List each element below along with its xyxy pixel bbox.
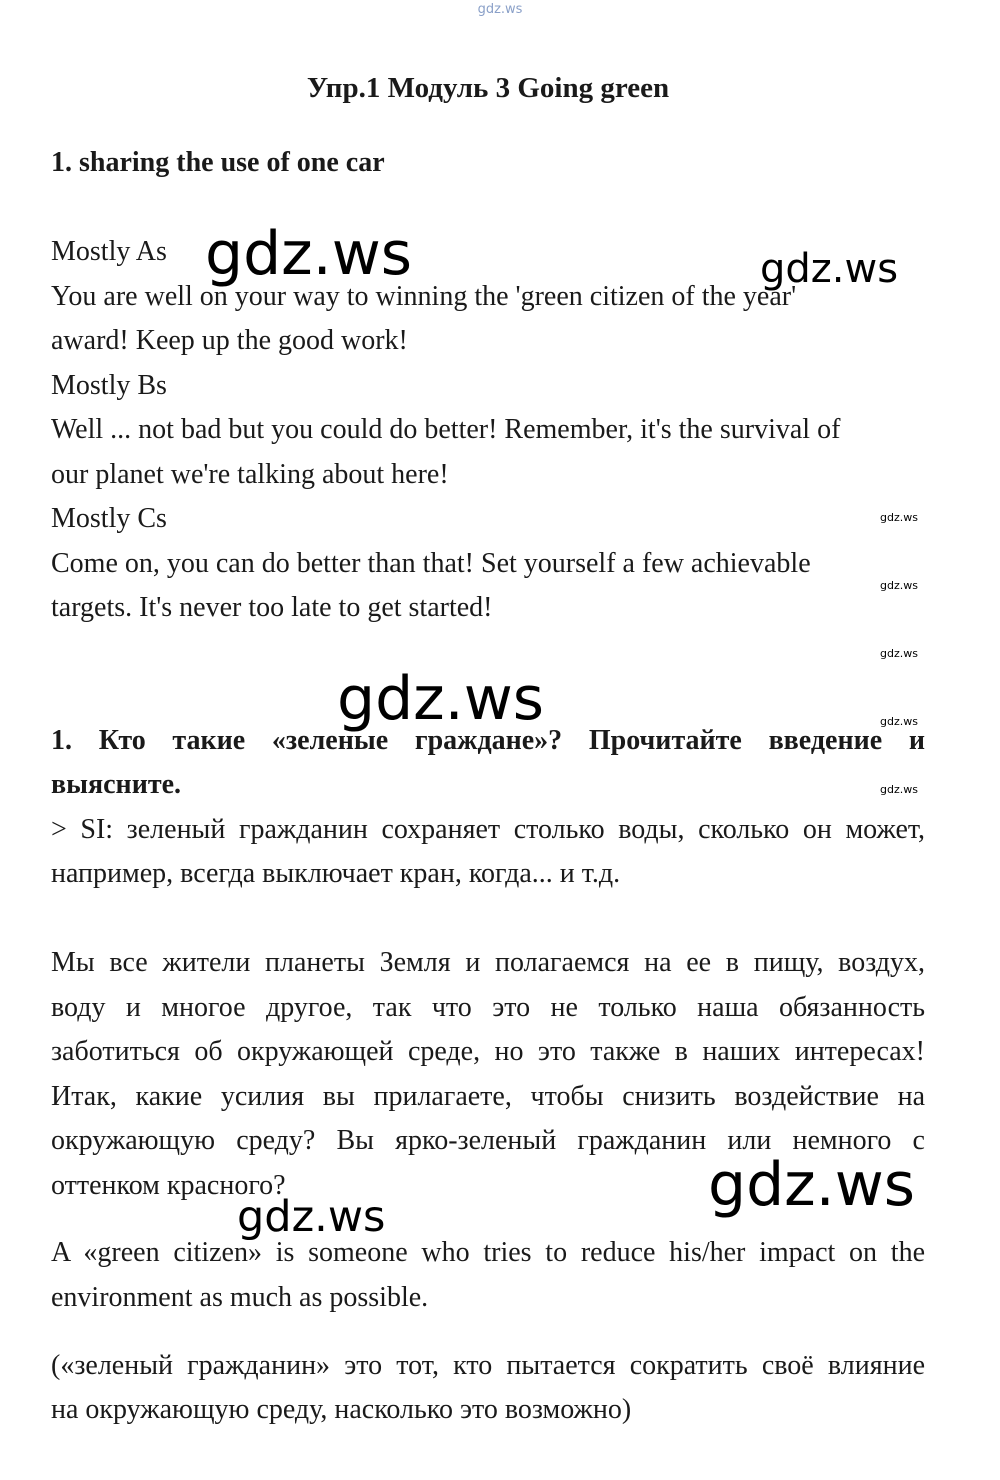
watermark: gdz.ws	[337, 664, 545, 734]
paragraph-line: оттенком красного?	[51, 1170, 286, 1201]
small-watermark: gdz.ws	[880, 715, 918, 728]
si-answer-line: > SI: зеленый гражданин сохраняет столько воды, сколько он может,	[51, 814, 925, 845]
page-title: Упр.1 Модуль 3 Going green	[306, 72, 670, 104]
si-answer-line: например, всегда выключает кран, когда... и т.д.	[51, 858, 621, 889]
section-heading: 1. sharing the use of one car	[51, 147, 385, 178]
small-watermark: gdz.ws	[880, 647, 918, 660]
paragraph-line: Мы все жители планеты Земля и полагаемся на ее в пищу, воздух,	[51, 947, 925, 978]
top-watermark: gdz.ws	[477, 2, 523, 17]
result-text-line: award! Keep up the good work!	[51, 325, 408, 356]
result-text-line: targets. It's never too late to get started!	[51, 592, 493, 623]
small-watermark: gdz.ws	[880, 783, 918, 796]
answer-line: A «green citizen» is someone who tries to reduce his/her impact on the	[51, 1237, 925, 1268]
small-watermark: gdz.ws	[880, 511, 918, 524]
watermark: gdz.ws	[237, 1192, 386, 1242]
answer-line: environment as much as possible.	[51, 1282, 429, 1313]
result-text-line: You are well on your way to winning the 'green citizen of the year'	[51, 281, 797, 312]
result-label-a: Mostly As	[51, 236, 167, 267]
answer-translation-line: («зеленый гражданин» это тот, кто пытается сократить своё влияние	[51, 1350, 925, 1381]
task-heading: 1. Кто такие «зеленые граждане»? Прочитайте введение и	[51, 725, 925, 756]
answer-translation-line: на окружающую среду, насколько это возможно)	[51, 1394, 632, 1425]
result-label-c: Mostly Cs	[51, 503, 167, 534]
result-text-line: our planet we're talking about here!	[51, 459, 449, 490]
paragraph-line: заботиться об окружающей среде, но это также в наших интересах!	[51, 1036, 925, 1067]
small-watermark: gdz.ws	[880, 579, 918, 592]
result-label-b: Mostly Bs	[51, 370, 167, 401]
watermark: gdz.ws	[708, 1150, 916, 1220]
paragraph-line: Итак, какие усилия вы прилагаете, чтобы снизить воздействие на	[51, 1081, 925, 1112]
paragraph-line: окружающую среду? Вы ярко-зеленый гражданин или немного с	[51, 1125, 925, 1156]
result-text-line: Come on, you can do better than that! Set yourself a few achievable	[51, 548, 811, 579]
task-heading-end: выясните.	[51, 769, 182, 800]
watermark: gdz.ws	[205, 219, 413, 289]
result-text-line: Well ... not bad but you could do better! Remember, it's the survival of	[51, 414, 841, 445]
watermark: gdz.ws	[760, 246, 899, 292]
paragraph-line: воду и многое другое, так что это не только наша обязанность	[51, 992, 925, 1023]
